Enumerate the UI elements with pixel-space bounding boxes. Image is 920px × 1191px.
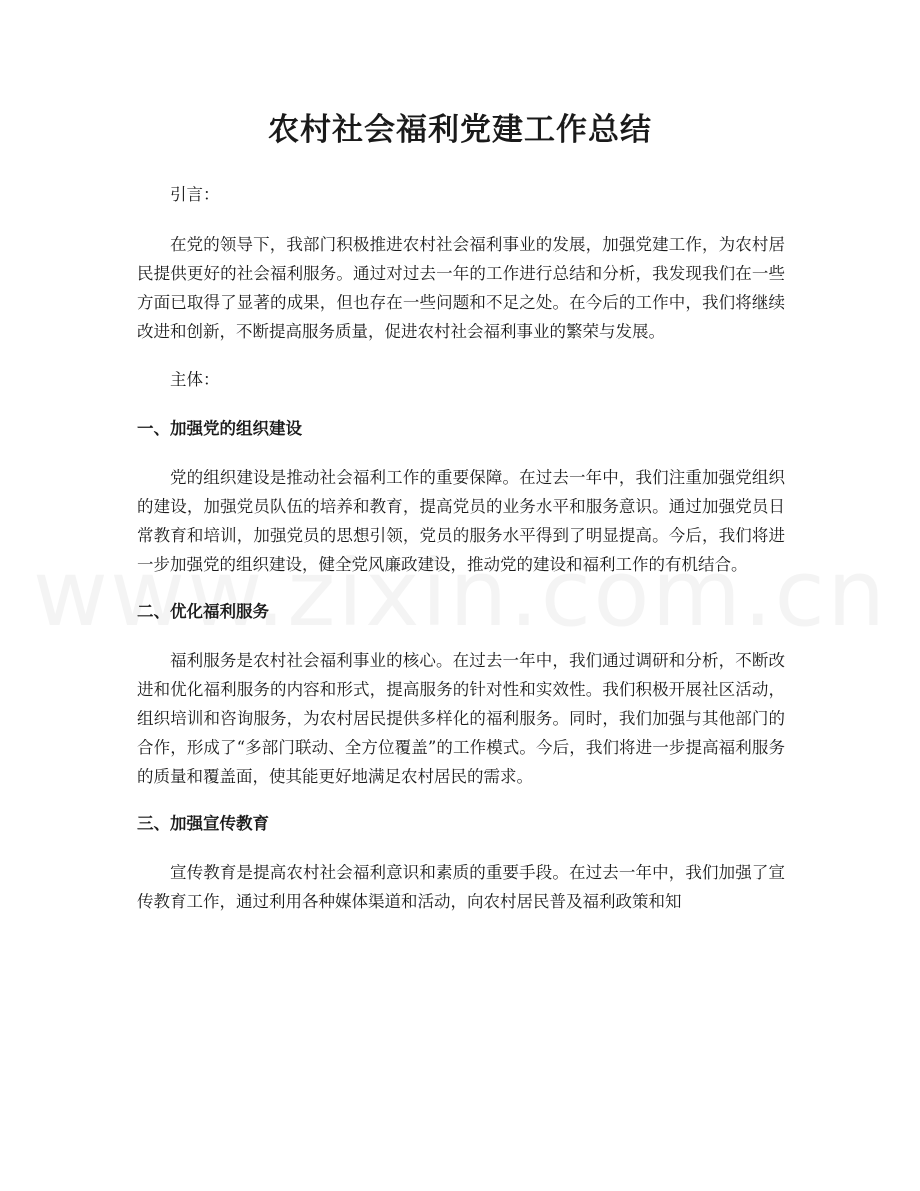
body-label: 主体： [170, 370, 220, 389]
section-paragraph-3: 宣传教育是提高农村社会福利意识和素质的重要手段。在过去一年中，我们加强了宣传教育工作，通过利用各种媒体渠道和活动，向农村居民普及福利政策和知 [137, 863, 785, 911]
section-paragraph-1: 党的组织建设是推动社会福利工作的重要保障。在过去一年中，我们注重加强党组织的建设，加强党员队伍的培养和教育，提高党员的业务水平和服务意识。通过加强党员日常教育和培训，加强党员的思想引领，党员的服务水平得到了明显提高。今后，我们将进一步加强党的组织建设，健全党风廉政建设，推动党的建设和福利工作的有机结合。 [137, 468, 785, 574]
section-heading-1: 一、加强党的组织建设 [137, 419, 302, 438]
intro-label: 引言： [170, 185, 220, 204]
document-body [137, 180, 785, 935]
section-heading-3: 三、加强宣传教育 [137, 814, 269, 833]
section-paragraph-2: 福利服务是农村社会福利事业的核心。在过去一年中，我们通过调研和分析，不断改进和优化福利服务的内容和形式，提高服务的针对性和实效性。我们积极开展社区活动，组织培训和咨询服务，为农村居民提供多样化的福利服务。同时，我们加强与其他部门的合作，形成了“多部门联动、全方位覆盖”的工作模式。今后，我们将进一步提高福利服务的质量和覆盖面，使其能更好地满足农村居民的需求。 [137, 651, 785, 786]
section-heading-2: 二、优化福利服务 [137, 602, 269, 621]
intro-paragraph: 在党的领导下，我部门积极推进农村社会福利事业的发展，加强党建工作，为农村居民提供更好的社会福利服务。通过对过去一年的工作进行总结和分析，我发现我们在一些方面已取得了显著的成果，但也存在一些问题和不足之处。在今后的工作中，我们将继续改进和创新，不断提高服务质量，促进农村社会福利事业的繁荣与发展。 [137, 235, 785, 341]
document-title: 农村社会福利党建工作总结 [268, 112, 652, 148]
